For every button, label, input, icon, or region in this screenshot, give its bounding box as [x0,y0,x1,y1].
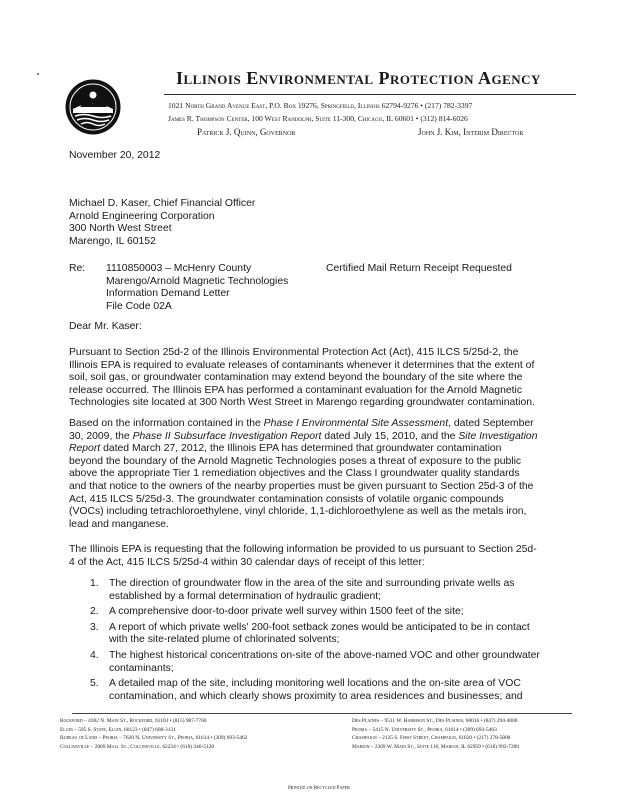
italic-title: Phase II Subsurface Investigation Report [132,430,322,442]
list-item-line: A report of which private wells' 200-foot setback zones would be anticipated to be in contact [109,621,530,633]
re-line: Information Demand Letter [106,288,230,300]
list-item-line: A comprehensive door-to-door private well survey within 1500 feet of the site; [109,606,464,618]
footer-office-line: Des Plaines – 9511 W. Harrison St., Des Plaines, 60016 • (847) 294-4000 [352,718,518,724]
paragraph-line: Act, 415 ILCS 5/25d-3. The groundwater contamination consists of volatile organic compounds [69,493,504,505]
text-run: 30, 2009, the [69,430,133,442]
paragraph-line: 4 of the Act, 415 ILCS 5/25d-4 within 30 calendar days of receipt of this letter: [69,556,425,568]
list-item [90,678,580,703]
list-item [90,578,580,603]
paragraph-line: lead and manganese. [69,518,169,530]
paragraph-1 [69,347,574,410]
paragraph-line: (VOCs) including tetrachloroethylene, vinyl chloride, 1,1-dichloroethylene as well as the metals iron, [69,506,527,518]
text-run: dated March 27, 2012, the Illinois EPA has determined that groundwater contamination [100,443,502,455]
list-item-line: The highest historical concentrations on-site of the above-named VOC and other groundwater [109,649,540,661]
list-item-line: established by a formal determination of hydraulic gradient; [109,590,382,602]
director-name: John J. Kim, Interim Director [418,127,524,137]
re-line: File Code 02A [106,300,172,312]
addressee-line: Michael D. Kaser, Chief Financial Officer [69,198,256,209]
paragraph-line: Pursuant to Section 25d-2 of the Illinois Environmental Protection Act (Act), 415 ILCS 5/25d-2, the [69,347,519,358]
paragraph-line: Illinois EPA is required to evaluate releases of contaminants whenever it determines that the extent of [69,359,535,371]
paragraph-line [69,418,574,431]
text-run: dated July 15, 2010, and the [321,430,459,442]
italic-title: Site Investigation [458,430,538,442]
addressee-line: Marengo, IL 60152 [69,235,156,247]
scan-speck [37,73,39,75]
text-run: Based on the information contained in the [69,418,264,429]
agency-title: Illinois Environmental Protection Agency [176,68,541,88]
footer-office-line: Marion – 2309 W. Main St., Suite 116, Marion, IL 62959 • (618) 993-7200 [352,743,520,750]
paragraph-line: The Illinois EPA is requesting that the following information be provided to us pursuant to Section 25d- [69,544,537,555]
paragraph-3 [69,544,574,569]
re-line: 1110850003 – McHenry County [106,263,252,274]
list-item [90,606,580,619]
header-rule [164,94,576,95]
agency-address-line-1: 1021 North Grand Avenue East, P.O. Box 19276, Springfield, Illinois 62794-9276 • (217) 782-3397 [168,101,473,110]
addressee-line: 300 North West Street [69,223,172,235]
list-item-line: A detailed map of the site, including monitoring well locations and the on-site area of VOC [109,678,521,690]
paragraph-line: soil, soil gas, or groundwater contamination may extend beyond the boundary of the site where the [69,372,523,384]
salutation: Dear Mr. Kaser: [69,321,142,332]
re-subject-block [106,263,288,313]
printed-on-recycled-paper: Printed on Recycled Paper [288,786,350,791]
footer-offices-left [60,717,247,751]
paragraph-line: Technologies site located at 300 North West Street in Marengo regarding groundwater contamination. [69,397,535,409]
paragraph-line [69,431,574,444]
paragraph-line: beyond the boundary of the Arnold Magnetic Technologies poses a threat of exposure to the public [69,455,522,467]
paragraph-line [69,443,574,456]
agency-seal-logo [64,78,122,136]
text-run: , dated September [448,418,534,429]
footer-office-line: Peoria – 5415 N. University St., Peoria, 61614 • (309) 693-5463 [352,726,497,733]
list-item [90,650,580,675]
footer-office-line: Elgin – 595 S. State, Elgin, 60123 • (847) 608-3131 [60,726,176,733]
addressee-block [69,198,255,248]
list-item-line: contaminants; [109,662,174,674]
re-label: Re: [69,263,86,274]
paragraph-line: and that notice to the owners of the nearby properties must be given pursuant to Section 25d-3 of the [69,480,534,492]
list-number: 2. [90,606,99,618]
italic-title: Phase I Environmental Site Assessment [263,418,449,429]
certified-mail-notice: Certified Mail Return Receipt Requested [326,263,512,274]
list-item [90,622,580,647]
paragraph-2 [69,418,574,531]
list-number: 4. [90,649,99,661]
paragraph-line: release occurred. The Illinois EPA has performed a contaminant evaluation for the Arnold Magnetic [69,384,523,396]
letter-date: November 20, 2012 [69,150,161,161]
footer-rule [72,713,572,714]
agency-address-line-2: James R. Thompson Center, 100 West Randolph, Suite 11-300, Chicago, IL 60601 • (312) 814-6026 [168,114,468,123]
italic-title: Report [69,443,101,455]
list-number: 1. [90,578,99,589]
footer-offices-right [352,717,519,751]
list-item-line: contamination, and which clearly shows proximity to area residences and businesses; and [109,690,523,702]
footer-office-line: Rockford – 4302 N. Main St., Rockford, 61103 • (815) 987-7760 [60,718,207,724]
list-item-line: with the site-related plume of chlorinated solvents; [109,634,340,646]
list-number: 3. [90,621,99,633]
footer-office-line: Bureau of Land – Peoria – 7620 N. University St., Peoria, 61614 • (309) 693-5462 [60,735,248,742]
request-list [90,578,580,706]
re-line: Marengo/Arnold Magnetic Technologies [106,275,289,287]
footer-office-line: Collinsville – 2009 Mall St., Collinsville, 62234 • (618) 346-5120 [60,743,215,750]
footer-office-line: Champaign – 2125 S. First Street, Champaign, 61820 • (217) 278-5800 [352,735,511,742]
list-item-line: The direction of groundwater flow in the area of the site and surrounding private wells as [109,578,515,589]
addressee-line: Arnold Engineering Corporation [69,210,215,222]
paragraph-line: above the appropriate Tier 1 remediation objectives and the Class I groundwater quality standards [69,468,520,480]
list-number: 5. [90,678,99,690]
governor-name: Patrick J. Quinn, Governor [197,127,296,137]
